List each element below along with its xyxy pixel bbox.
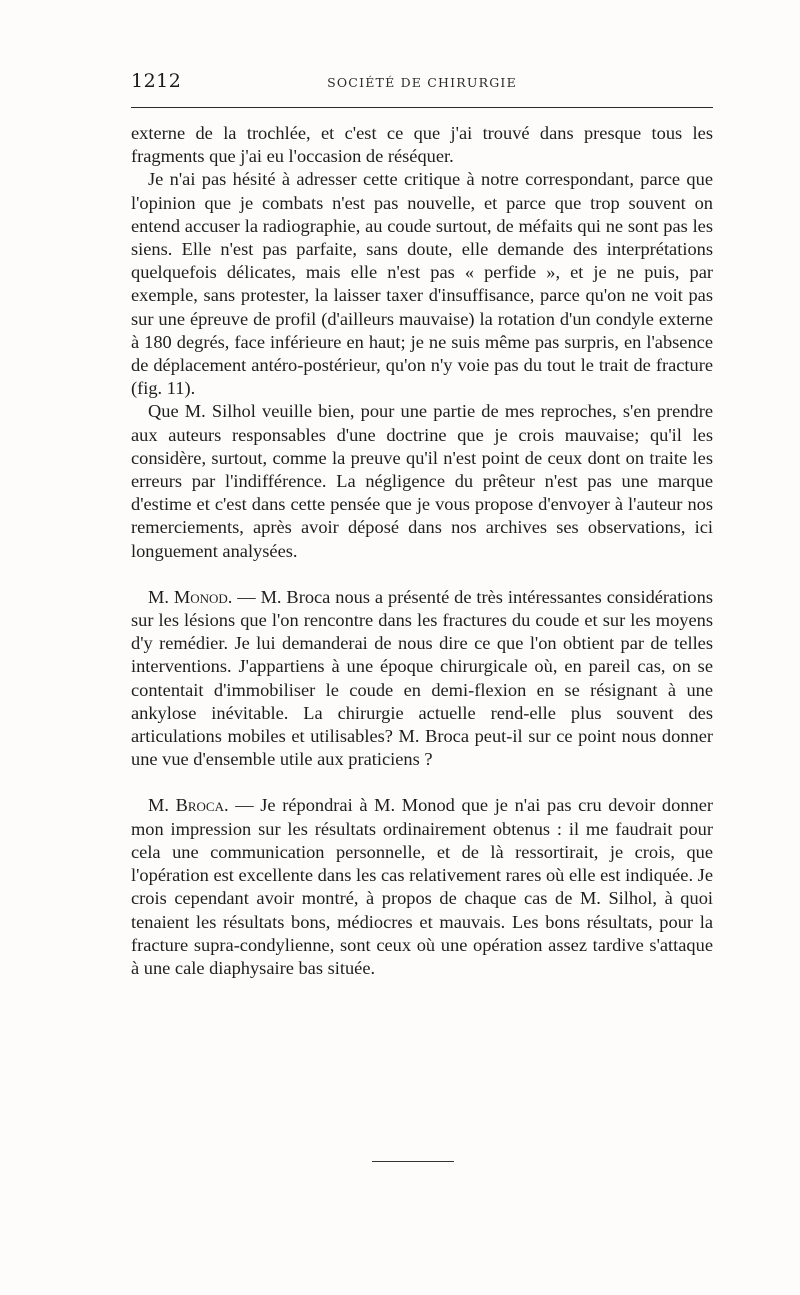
page-number: 1212 bbox=[131, 70, 182, 92]
paragraph: Je n'ai pas hésité à adresser cette critique à notre correspondant, parce que l'opinion que je combats n'est pas nouvelle, et parce que trop souvent on entend accuser la radiographie, au coude surtout, de méfaits qui ne sont pas les siens. Elle n'est pas parfaite, sans doute, elle demande des interprétations quelquefois délicates, mais elle n'est pas « perfide », et je ne puis, par exemple, sans protester, la laisser taxer d'insuffisance, parce qu'on ne voit pas sur une épreuve de profil (d'ailleurs mauvaise) la rotation d'un condyle externe à 180 degrés, face inférieure en haut; je ne suis même pas surpris, en l'absence de déplacement antéro-postérieur, qu'on n'y voie pas du tout le trait de fracture (fig. 11). bbox=[131, 169, 713, 399]
speaker-suffix: . — bbox=[223, 795, 261, 816]
speaker-text: M. Broca nous a présenté de très intéressantes considérations sur les lésions que l'on rencontre dans les fractures du coude et sur les moyens d'y remédier. Je lui demanderai de nous dire ce que l'on obtient par de telles interventions. J'appartiens à une époque chirurgicale où, en pareil cas, on se contentait d'immobiliser le coude en demi-flexion en se résignant à une ankylose inévitable. La chirurgie actuelle rend-elle plus souvent des articulations mobiles et utilisables? M. Broca peut-il sur ce point nous donner une vue d'ensemble utile aux praticiens ? bbox=[131, 586, 713, 770]
paragraph-continued: externe de la trochlée, et c'est ce que j'ai trouvé dans presque tous les fragments que j'ai eu l'occasion de réséquer. bbox=[131, 123, 713, 167]
speaker-name: Broca bbox=[175, 795, 224, 816]
running-title: SOCIÉTÉ DE CHIRURGIE bbox=[327, 75, 517, 90]
speaker-name: Monod bbox=[173, 586, 228, 607]
section-end-rule bbox=[372, 1161, 454, 1162]
speaker-text: Je répondrai à M. Monod que je n'ai pas cru devoir donner mon impression sur les résultats ordinairement obtenus : il me faudrait pour cela une communication personnelle, et de là ressortirait, je crois, que l'opération est excellente dans les cas relativement rares où elle est indiquée. Je crois cependant avoir montré, à propos de chaque cas de M. Silhol, à quoi tenaient les résultats bons, médiocres et mauvais. Les bons résultats, pour la fracture supra-condylienne, sont ceux où une opération assez tardive s'attaque à une cale diaphysaire bas située. bbox=[131, 795, 713, 978]
paragraph: Que M. Silhol veuille bien, pour une partie de mes reproches, s'en prendre aux auteurs responsables d'une doctrine que je crois mauvaise; qu'il les considère, surtout, comme la preuve qu'il n'est point de ceux dont on traite les erreurs par l'indifférence. La négligence du prêteur n'est pas une marque d'estime et c'est dans cette pensée que je vous propose d'envoyer à l'auteur nos remerciements, après avoir déposé dans nos archives ses observations, ici longuement analysées. bbox=[131, 401, 713, 561]
speaker-paragraph-broca bbox=[131, 794, 713, 980]
speaker-prefix: M. bbox=[148, 586, 174, 607]
speaker-prefix: M. bbox=[148, 795, 176, 816]
speaker-paragraph-monod bbox=[131, 586, 713, 772]
speaker-suffix: . — bbox=[227, 586, 261, 607]
page-header bbox=[131, 70, 713, 100]
body-text bbox=[131, 122, 713, 980]
header-rule bbox=[131, 107, 713, 108]
